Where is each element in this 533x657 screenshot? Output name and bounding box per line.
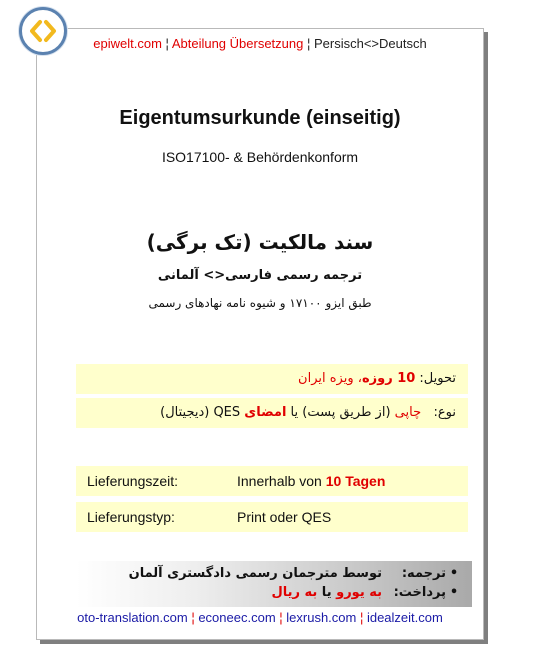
de-type-row xyxy=(76,502,468,533)
footer-link[interactable]: idealzeit.com xyxy=(366,610,443,625)
note-payment xyxy=(76,583,462,602)
notes-box xyxy=(76,561,472,607)
header-language-pair: Persisch<>Deutsch xyxy=(313,36,427,51)
note-payment-label: پرداخت: xyxy=(393,585,446,600)
document-subtitle-german: ISO17100- & Behördenkonform xyxy=(161,149,359,165)
footer-link[interactable]: oto-translation.com xyxy=(77,610,188,625)
fa-delivery-days: 10 روزه xyxy=(361,371,416,386)
de-type-value: Print oder QES xyxy=(237,509,332,525)
document-standard-persian: طبق ایزو ۱۷۱۰۰ و شیوه نامه نهادهای رسمی xyxy=(148,296,372,310)
fa-delivery-label: تحویل: xyxy=(415,371,456,386)
fa-type-qes: QES (دیجیتال) xyxy=(160,405,245,420)
de-delivery-value xyxy=(237,466,385,496)
de-delivery-label: Lieferungszeit: xyxy=(87,473,179,489)
header-separator: ¦ xyxy=(161,36,172,51)
fa-type-label: نوع: xyxy=(433,405,456,420)
header-site-link[interactable]: epiwelt.com xyxy=(93,36,162,51)
note-translation-label: ترجمه: xyxy=(401,566,446,581)
footer-separator: ¦ xyxy=(187,610,199,625)
header-department: Abteilung Übersetzung xyxy=(171,36,304,51)
fa-type-sign: امضای xyxy=(244,405,287,420)
de-delivery-value-days: 10 Tagen xyxy=(325,473,386,489)
fa-type-print-note: (از طریق پست) یا xyxy=(286,405,395,420)
note-payment-rial: به ریال xyxy=(271,585,318,600)
bullet: • xyxy=(449,585,459,600)
header-line xyxy=(36,36,484,51)
de-delivery-value-prefix: Innerhalb von xyxy=(237,473,326,489)
note-translation-value: توسط مترجمان رسمی دادگستری آلمان xyxy=(128,566,382,581)
fa-type-row xyxy=(76,398,468,429)
footer-separator: ¦ xyxy=(356,610,367,625)
note-payment-or: یا xyxy=(317,585,337,600)
de-delivery-row xyxy=(76,466,468,497)
footer-link[interactable]: lexrush.com xyxy=(286,610,357,625)
document-subtitle-persian: ترجمه رسمی فارسی<> آلمانی xyxy=(157,268,363,283)
footer-link[interactable]: econeec.com xyxy=(198,610,276,625)
note-payment-euro: به یورو xyxy=(336,585,382,600)
bullet: • xyxy=(449,566,459,581)
footer-separator: ¦ xyxy=(275,610,287,625)
fa-delivery-row xyxy=(76,364,468,395)
document-title-german: Eigentumsurkunde (einseitig) xyxy=(119,107,401,129)
header-separator: ¦ xyxy=(303,36,314,51)
fa-delivery-comma: ، xyxy=(353,371,362,386)
de-type-label: Lieferungstyp: xyxy=(87,509,175,525)
fa-delivery-visa: ویزه ایران xyxy=(298,371,354,386)
fa-type-print: چاپی xyxy=(394,405,422,420)
footer-links xyxy=(36,610,484,625)
note-translation xyxy=(76,564,462,583)
document-title-persian: سند مالکیت (تک برگی) xyxy=(146,230,374,254)
